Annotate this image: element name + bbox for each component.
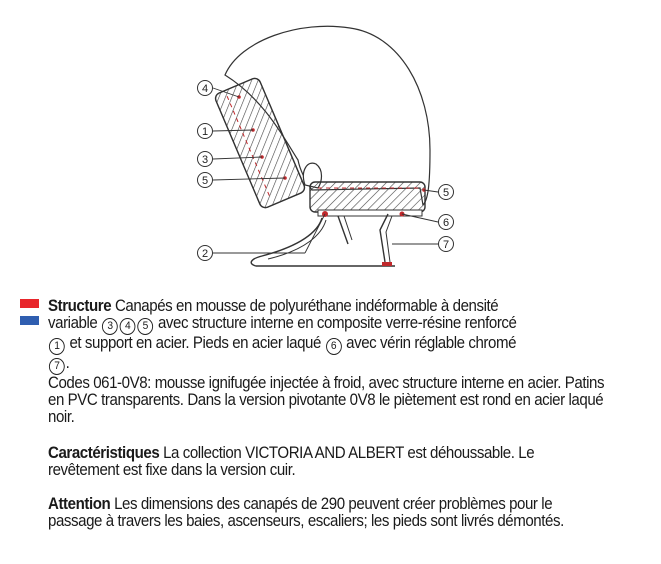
svg-text:2: 2 [201, 248, 209, 260]
callout-5-right [439, 185, 454, 200]
structure-section [48, 298, 606, 426]
callout-3 [198, 152, 213, 167]
ref-3: 3 [102, 318, 118, 335]
svg-text:4: 4 [201, 83, 209, 95]
ref-1: 1 [49, 338, 65, 355]
callout-2 [198, 246, 213, 261]
codes-paragraph: Codes 061-0V8: mousse ignifugée injectée à froid, avec structure interne en acier. Patins en PVC transparents. Dans la version pivotante 0V8 le piètement est rond en acier laqué noir. [48, 374, 605, 426]
svg-text:3: 3 [201, 154, 209, 166]
french-flag-icon [20, 299, 39, 325]
caracteristiques-text: La collection VICTORIA AND ALBERT est déhoussable. Le revêtement est fixe dans la version cuir. [48, 444, 535, 479]
flag-stripe-red [20, 299, 39, 308]
callout-4-left [198, 81, 213, 96]
structure-heading: Structure [48, 297, 112, 315]
caracteristiques-heading: Caractéristiques [48, 444, 160, 462]
callout-5-left [198, 173, 213, 188]
callout-1 [198, 124, 213, 139]
structure-line-4: 7 . [48, 355, 606, 375]
svg-text:5: 5 [201, 175, 209, 187]
caracteristiques-section [48, 445, 606, 479]
svg-text:6: 6 [442, 217, 450, 229]
attention-text: Les dimensions des canapés de 290 peuvent créer problèmes pour le passage à travers les baies, ascenseurs, escaliers; les pieds sont livrés démontés. [48, 495, 564, 530]
legs [251, 214, 395, 266]
seat-cushion [310, 182, 425, 216]
ref-7: 7 [49, 358, 65, 375]
structure-line-1: Structure Canapés en mousse de polyuréthane indéformable à densité [48, 297, 499, 315]
flag-stripe-blue [20, 316, 39, 325]
structure-line-2: variable 3 4 5 avec structure interne en composite verre-résine renforcé [48, 315, 606, 335]
ref-6: 6 [326, 338, 342, 355]
structure-line-3: 1 et support en acier. Pieds en acier laqué 6 avec vérin réglable chromé [48, 335, 606, 355]
svg-text:1: 1 [201, 126, 209, 138]
callout-6 [439, 215, 454, 230]
svg-text:5: 5 [442, 187, 450, 199]
callout-7 [439, 237, 454, 252]
ref-5: 5 [137, 318, 153, 335]
ref-4: 4 [120, 318, 136, 335]
svg-text:7: 7 [442, 239, 450, 251]
attention-section [48, 496, 606, 530]
attention-heading: Attention [48, 495, 111, 513]
flag-stripe-white [20, 308, 39, 317]
